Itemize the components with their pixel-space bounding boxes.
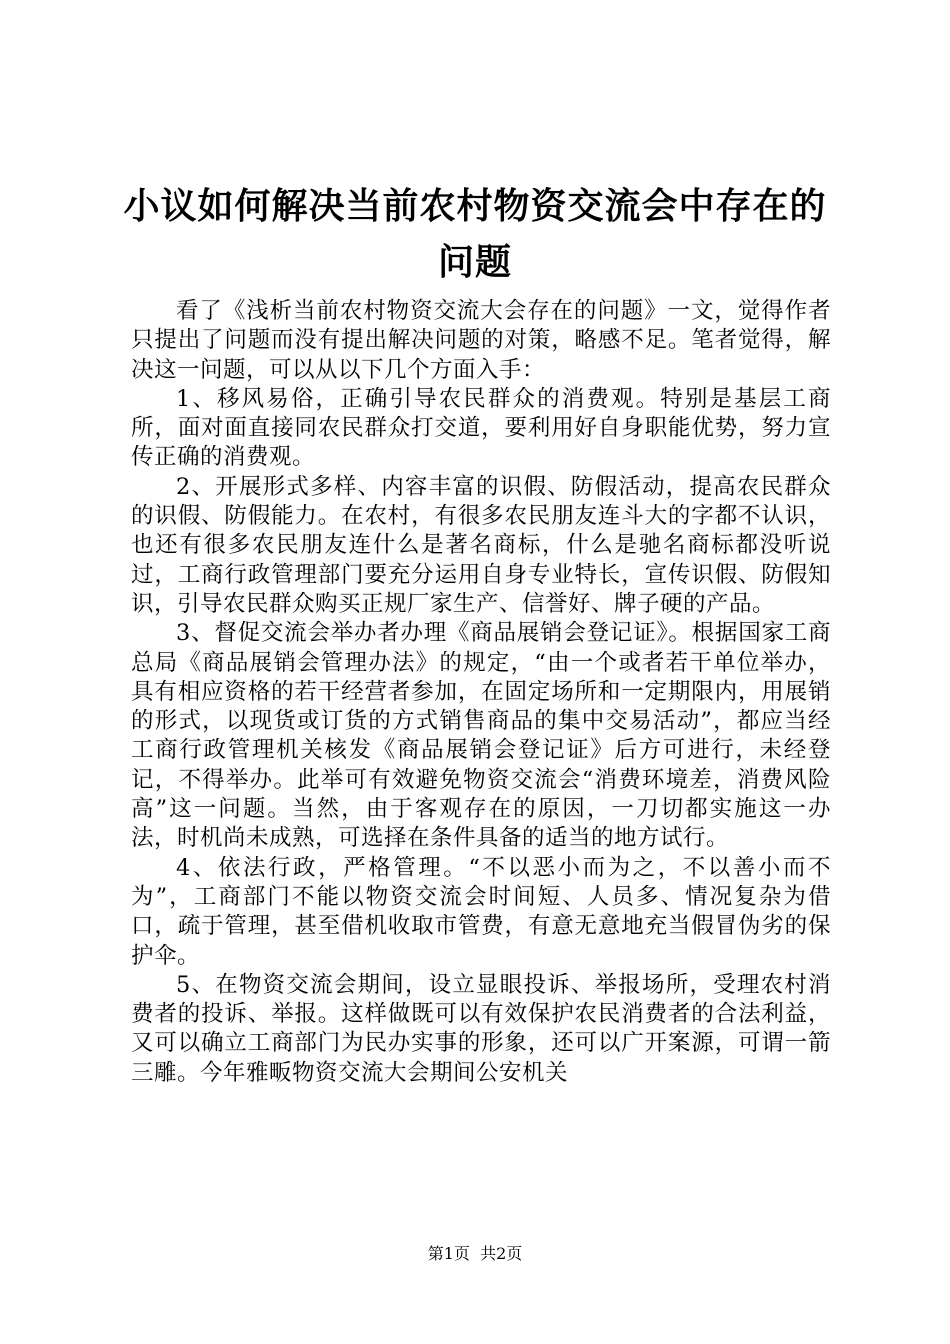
paragraph-intro: 看了《浅析当前农村物资交流大会存在的问题》一文，觉得作者只提出了问题而没有提出解决问题的对策，略感不足。笔者觉得，解决这一问题，可以从以下几个方面入手： — [131, 298, 831, 383]
paragraph-item-3: 3、督促交流会举办者办理《商品展销会登记证》。根据国家工商总局《商品展销会管理办法》的规定，“由一个或者若干单位举办，具有相应资格的若干经营者参加，在固定场所和一定期限内，用展销的形式，以现货或订货的方式销售商品的集中交易活动”，都应当经工商行政管理机关核发《商品展销会登记证》后方可进行，未经登记，不得举办。此举可有效避免物资交流会“消费环境差，消费风险高”这一问题。当然，由于客观存在的原因，一刀切都实施这一办法，时机尚未成熟，可选择在条件具备的适当的地方试行。 — [131, 620, 831, 852]
document-title: 小议如何解决当前农村物资交流会中存在的问题 — [123, 185, 827, 283]
page-footer — [0, 1244, 950, 1264]
page-number: 第1页 共2页 — [427, 1244, 523, 1263]
paragraph-item-2: 2、开展形式多样、内容丰富的识假、防假活动，提高农民群众的识假、防假能力。在农村，有很多农民朋友连斗大的字都不认识，也还有很多农民朋友连什么是著名商标，什么是驰名商标都没听说过，工商行政管理部门要充分运用自身专业特长，宣传识假、防假知识，引导农民群众购买正规厂家生产、信誉好、牌子硬的产品。 — [131, 473, 831, 617]
paragraph-item-1: 1、移风易俗，正确引导农民群众的消费观。特别是基层工商所，面对面直接同农民群众打交道，要利用好自身职能优势，努力宣传正确的消费观。 — [131, 385, 831, 471]
document-body — [131, 297, 831, 1088]
paragraph-item-5: 5、在物资交流会期间，设立显眼投诉、举报场所，受理农村消费者的投诉、举报。这样做既可以有效保护农民消费者的合法利益，又可以确立工商部门为民办实事的形象，还可以广开案源，可谓一箭三雕。今年雅畈物资交流大会期间公安机关 — [131, 971, 831, 1086]
paragraph-item-4: 4、依法行政，严格管理。“不以恶小而为之，不以善小而不为”，工商部门不能以物资交流会时间短、人员多、情况复杂为借口，疏于管理，甚至借机收取市管费，有意无意地充当假冒伪劣的保护伞。 — [131, 854, 831, 969]
